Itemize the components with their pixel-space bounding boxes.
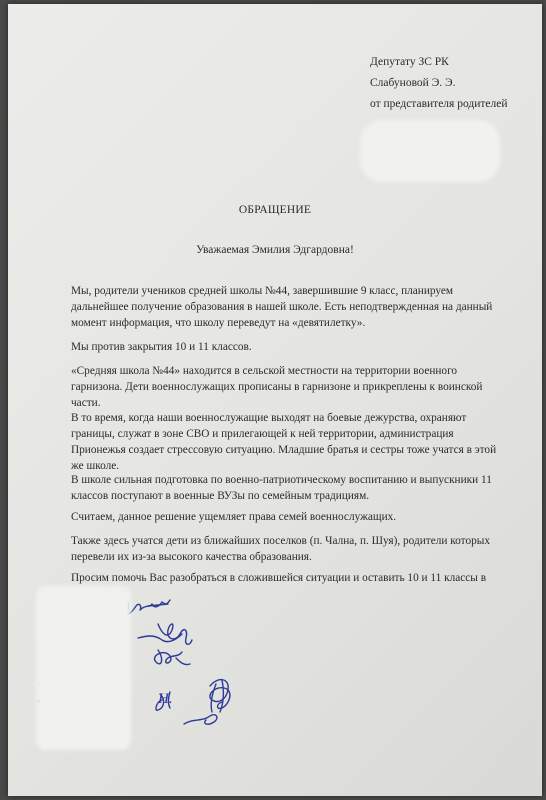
addressee-line-2: Слабуновой Э. Э.: [370, 77, 456, 89]
signatures-area: [8, 576, 542, 796]
addressee-line-3: от представителя родителей: [370, 98, 508, 110]
paragraph-1: Мы, родители учеников средней школы №44, завершившие 9 класс, планируем дальнейшее получение образования в нашей школе. Есть неподтвержденная на данный момент информация, что школу переведут на «девятилетку».: [71, 285, 493, 329]
paragraph-2: Мы против закрытия 10 и 11 классов.: [71, 341, 252, 353]
paragraph-7: Также здесь учатся дети из ближайших поселков (п. Чална, п. Шуя), родители которых перевели их из-за высокого качества образования.: [71, 535, 490, 563]
signature-initial: Н.: [158, 691, 173, 707]
paragraph-6: Считаем, данное решение ущемляет права семей военнослужащих.: [71, 511, 397, 523]
addressee-line-1: Депутату ЗС РК: [370, 56, 449, 68]
paragraph-4: В то время, когда наши военнослужащие выходят на боевые дежурства, охраняют границы, служат в зоне СВО и прилегающей к ней территории, администрация Прионежья создает стрессовую ситуацию. Младшие братья и сестры тоже учатся в этой же школе.: [71, 412, 497, 472]
paragraph-5: В школе сильная подготовка по военно-патриотическому воспитанию и выпускники 11 классов поступают в военные ВУЗы по семейным традициям.: [71, 474, 492, 502]
redacted-sender-name: [360, 120, 500, 182]
paragraph-3: «Средняя школа №44» находится в сельской местности на территории военного гарнизона. Дети военнослужащих прописаны в гарнизоне и прикреплены к воинской части.: [71, 365, 483, 409]
redacted-signer-names: [36, 586, 131, 750]
letter-sheet: [8, 4, 542, 796]
paragraph-8: Просим помочь Вас разобраться в сложившейся ситуации и оставить 10 и 11 классы в: [71, 572, 487, 584]
greeting: Уважаемая Эмилия Эдгардовна!: [196, 244, 354, 256]
document-title: ОБРАЩЕНИЕ: [238, 204, 312, 216]
